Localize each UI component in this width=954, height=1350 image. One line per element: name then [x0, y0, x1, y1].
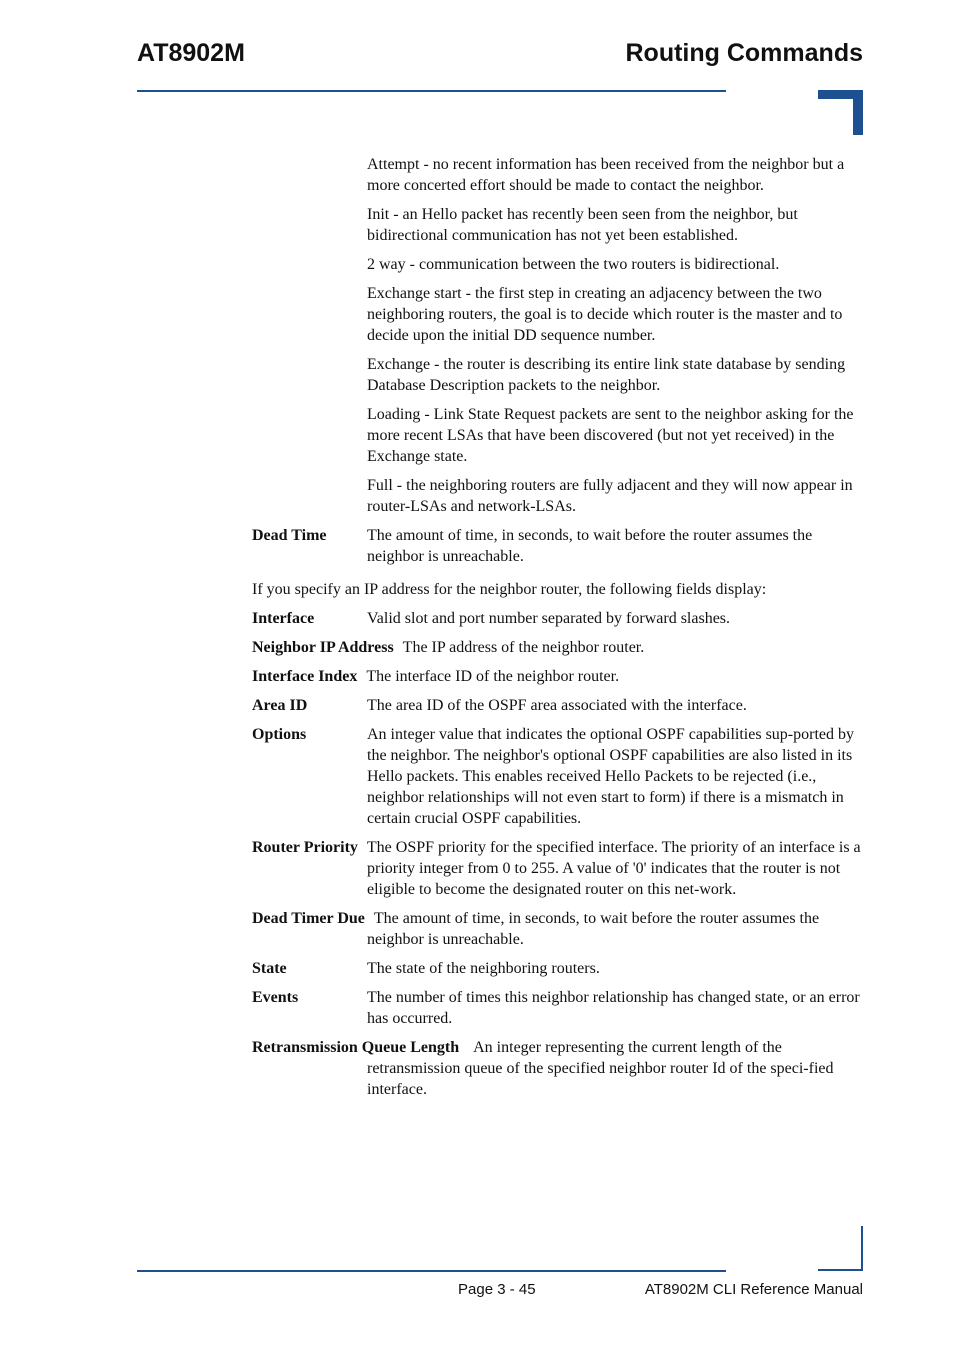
field-entry-retransmission-queue-length [252, 1037, 862, 1100]
field-description: An integer value that indicates the optional OSPF capabilities sup-ported by the neighbor. The neighbor's optional OSPF capabilities are also listed in its Hello packets. This enables received Hello Packets to be rejected (i.e., neighbor relationships will not even start to form) if there is a mismatch in certain crucial OSPF capabilities. [367, 726, 855, 827]
field-description: The interface ID of the neighbor router. [366, 668, 620, 685]
state-description: Init - an Hello packet has recently been seen from the neighbor, but bidirectional communication has not yet been established. [367, 206, 798, 244]
field-term: Interface Index [252, 668, 358, 685]
field-term: Dead Time [252, 527, 327, 544]
field-term: Interface [252, 610, 315, 627]
field-term: State [252, 960, 287, 977]
field-description: The IP address of the neighbor router. [402, 639, 645, 656]
field-term: Dead Timer Due [252, 910, 365, 927]
header-product: AT8902M [137, 39, 245, 67]
field-entry-area-id [252, 695, 862, 716]
footer-page-number: Page 3 - 45 [458, 1281, 536, 1298]
state-description: Full - the neighboring routers are fully adjacent and they will now appear in router-LSAs and network-LSAs. [367, 477, 853, 515]
field-description: The area ID of the OSPF area associated with the interface. [367, 697, 747, 714]
field-term: Router Priority [252, 839, 358, 856]
field-description: Valid slot and port number separated by forward slashes. [367, 610, 731, 627]
state-description: Exchange start - the first step in creating an adjacency between the two neighboring routers, the goal is to decide which router is the master and to decide upon the initial DD sequence number. [367, 285, 843, 344]
field-description: The number of times this neighbor relationship has changed state, or an error has occurred. [367, 989, 860, 1027]
field-term: Retransmission Queue Length [252, 1039, 460, 1056]
field-entry-router-priority [252, 837, 862, 900]
state-description: Exchange - the router is describing its entire link state database by sending Database Description packets to the neighbor. [367, 356, 846, 394]
field-term: Events [252, 989, 299, 1006]
field-term: Options [252, 726, 307, 743]
field-description: An integer representing the current length of the retransmission queue of the specified neighbor router Id of the speci-fied interface. [367, 1039, 834, 1098]
state-description: Attempt - no recent information has been received from the neighbor but a more concerted effort should be made to contact the neighbor. [367, 156, 845, 194]
field-entry-dead-timer-due [252, 908, 862, 950]
intro-paragraph: If you specify an IP address for the neighbor router, the following fields display: [252, 581, 767, 598]
field-entry-options [252, 724, 862, 829]
header-rule [137, 90, 726, 92]
state-description: Loading - Link State Request packets are sent to the neighbor asking for the more recent LSAs that have been discovered (but not yet received) in the Exchange state. [367, 406, 854, 465]
footer-manual-title: AT8902M CLI Reference Manual [644, 1281, 863, 1298]
field-description: The state of the neighboring routers. [367, 960, 600, 977]
header-section-title: Routing Commands [625, 39, 863, 67]
field-entry-events [252, 987, 862, 1029]
footer-corner-mark [818, 1226, 863, 1271]
header-corner-mark [818, 90, 863, 135]
footer-rule [137, 1270, 726, 1272]
state-description: 2 way - communication between the two routers is bidirectional. [367, 256, 780, 273]
page-content [252, 154, 862, 1108]
field-description: The amount of time, in seconds, to wait before the router assumes the neighbor is unreachable. [367, 910, 820, 948]
field-entry-state [252, 958, 862, 979]
field-term: Area ID [252, 697, 308, 714]
field-entry-dead-time [252, 525, 862, 567]
field-term: Neighbor IP Address [252, 639, 394, 656]
field-description: The amount of time, in seconds, to wait before the router assumes the neighbor is unreachable. [367, 527, 813, 565]
field-description: The OSPF priority for the specified interface. The priority of an interface is a priority integer from 0 to 255. A value of '0' indicates that the router is not eligible to become the designated router on this net-work. [366, 839, 861, 898]
field-entry-interface [252, 608, 862, 629]
field-entry-neighbor-ip [252, 637, 862, 658]
field-entry-interface-index [252, 666, 862, 687]
